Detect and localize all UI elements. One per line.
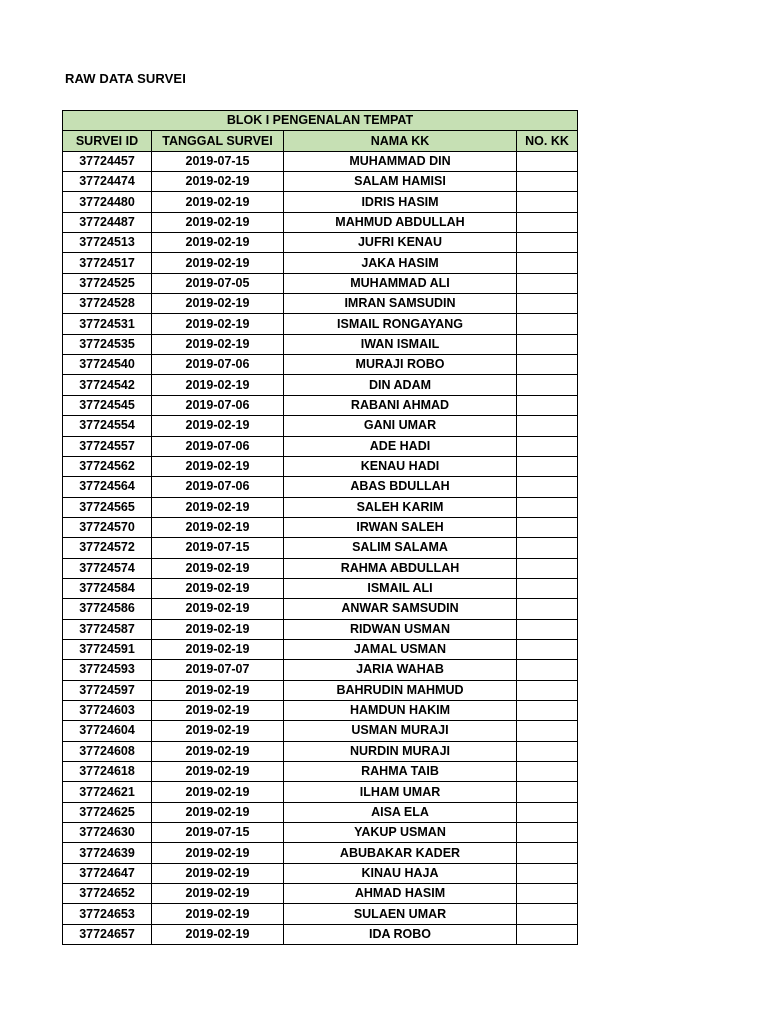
table-row [63, 660, 578, 680]
cell-no-kk [517, 497, 578, 517]
cell-nama-kk: ISMAIL ALI [284, 578, 517, 598]
cell-tanggal-survei: 2019-07-15 [152, 538, 284, 558]
cell-nama-kk: IDA ROBO [284, 924, 517, 944]
cell-no-kk [517, 294, 578, 314]
cell-nama-kk: JUFRI KENAU [284, 233, 517, 253]
document-title: RAW DATA SURVEI [65, 71, 186, 86]
cell-tanggal-survei: 2019-07-15 [152, 823, 284, 843]
cell-nama-kk: USMAN MURAJI [284, 721, 517, 741]
cell-nama-kk: KENAU HADI [284, 456, 517, 476]
cell-nama-kk: ISMAIL RONGAYANG [284, 314, 517, 334]
cell-tanggal-survei: 2019-02-19 [152, 416, 284, 436]
cell-no-kk [517, 660, 578, 680]
cell-survei-id: 37724652 [63, 884, 152, 904]
table-row [63, 924, 578, 944]
cell-survei-id: 37724480 [63, 192, 152, 212]
cell-survei-id: 37724570 [63, 517, 152, 537]
cell-nama-kk: KINAU HAJA [284, 863, 517, 883]
column-header-survei-id: SURVEI ID [63, 131, 152, 151]
cell-survei-id: 37724574 [63, 558, 152, 578]
cell-nama-kk: SULAEN UMAR [284, 904, 517, 924]
cell-no-kk [517, 639, 578, 659]
cell-survei-id: 37724653 [63, 904, 152, 924]
table-row [63, 843, 578, 863]
table-row [63, 375, 578, 395]
table-row [63, 477, 578, 497]
block-title: BLOK I PENGENALAN TEMPAT [63, 111, 578, 131]
cell-tanggal-survei: 2019-02-19 [152, 558, 284, 578]
cell-nama-kk: DIN ADAM [284, 375, 517, 395]
cell-no-kk [517, 863, 578, 883]
cell-no-kk [517, 273, 578, 293]
cell-nama-kk: SALEH KARIM [284, 497, 517, 517]
table-row [63, 456, 578, 476]
cell-no-kk [517, 924, 578, 944]
cell-tanggal-survei: 2019-02-19 [152, 233, 284, 253]
cell-no-kk [517, 904, 578, 924]
cell-no-kk [517, 884, 578, 904]
table-row [63, 253, 578, 273]
cell-survei-id: 37724593 [63, 660, 152, 680]
cell-nama-kk: RAHMA ABDULLAH [284, 558, 517, 578]
cell-no-kk [517, 314, 578, 334]
cell-nama-kk: JARIA WAHAB [284, 660, 517, 680]
cell-tanggal-survei: 2019-02-19 [152, 578, 284, 598]
cell-no-kk [517, 253, 578, 273]
cell-nama-kk: RAHMA TAIB [284, 762, 517, 782]
table-row [63, 192, 578, 212]
cell-nama-kk: HAMDUN HAKIM [284, 700, 517, 720]
cell-nama-kk: MUHAMMAD ALI [284, 273, 517, 293]
table-row [63, 619, 578, 639]
cell-no-kk [517, 375, 578, 395]
cell-tanggal-survei: 2019-02-19 [152, 294, 284, 314]
cell-tanggal-survei: 2019-02-19 [152, 456, 284, 476]
cell-no-kk [517, 782, 578, 802]
cell-survei-id: 37724540 [63, 355, 152, 375]
cell-no-kk [517, 843, 578, 863]
cell-tanggal-survei: 2019-02-19 [152, 172, 284, 192]
cell-tanggal-survei: 2019-02-19 [152, 863, 284, 883]
cell-no-kk [517, 395, 578, 415]
column-header-tanggal-survei: TANGGAL SURVEI [152, 131, 284, 151]
table-row [63, 802, 578, 822]
cell-survei-id: 37724474 [63, 172, 152, 192]
table-row [63, 762, 578, 782]
cell-tanggal-survei: 2019-02-19 [152, 782, 284, 802]
cell-tanggal-survei: 2019-07-06 [152, 477, 284, 497]
cell-nama-kk: BAHRUDIN MAHMUD [284, 680, 517, 700]
cell-survei-id: 37724564 [63, 477, 152, 497]
cell-survei-id: 37724457 [63, 151, 152, 171]
cell-no-kk [517, 802, 578, 822]
cell-survei-id: 37724513 [63, 233, 152, 253]
table-row [63, 599, 578, 619]
cell-tanggal-survei: 2019-02-19 [152, 619, 284, 639]
cell-survei-id: 37724542 [63, 375, 152, 395]
cell-nama-kk: MURAJI ROBO [284, 355, 517, 375]
cell-tanggal-survei: 2019-02-19 [152, 924, 284, 944]
cell-no-kk [517, 741, 578, 761]
table-row [63, 273, 578, 293]
cell-survei-id: 37724647 [63, 863, 152, 883]
table-row [63, 741, 578, 761]
table-row [63, 436, 578, 456]
cell-survei-id: 37724528 [63, 294, 152, 314]
cell-tanggal-survei: 2019-07-15 [152, 151, 284, 171]
cell-nama-kk: GANI UMAR [284, 416, 517, 436]
cell-nama-kk: ANWAR SAMSUDIN [284, 599, 517, 619]
block-title-row [63, 111, 578, 131]
table-row [63, 517, 578, 537]
cell-no-kk [517, 355, 578, 375]
table-row [63, 823, 578, 843]
table-body [63, 151, 578, 944]
cell-survei-id: 37724572 [63, 538, 152, 558]
table-row [63, 212, 578, 232]
cell-nama-kk: SALIM SALAMA [284, 538, 517, 558]
cell-survei-id: 37724562 [63, 456, 152, 476]
cell-tanggal-survei: 2019-07-07 [152, 660, 284, 680]
cell-no-kk [517, 456, 578, 476]
cell-survei-id: 37724625 [63, 802, 152, 822]
table-row [63, 639, 578, 659]
cell-nama-kk: JAMAL USMAN [284, 639, 517, 659]
cell-survei-id: 37724517 [63, 253, 152, 273]
table-row [63, 904, 578, 924]
table-row [63, 578, 578, 598]
cell-nama-kk: RIDWAN USMAN [284, 619, 517, 639]
table-row [63, 680, 578, 700]
table-row [63, 497, 578, 517]
cell-nama-kk: IMRAN SAMSUDIN [284, 294, 517, 314]
cell-nama-kk: ABUBAKAR KADER [284, 843, 517, 863]
cell-survei-id: 37724587 [63, 619, 152, 639]
cell-no-kk [517, 334, 578, 354]
cell-survei-id: 37724603 [63, 700, 152, 720]
table-row [63, 172, 578, 192]
cell-no-kk [517, 192, 578, 212]
cell-no-kk [517, 762, 578, 782]
cell-tanggal-survei: 2019-07-06 [152, 436, 284, 456]
cell-tanggal-survei: 2019-02-19 [152, 599, 284, 619]
cell-tanggal-survei: 2019-02-19 [152, 314, 284, 334]
table-row [63, 884, 578, 904]
table-row [63, 782, 578, 802]
cell-no-kk [517, 680, 578, 700]
table-row [63, 416, 578, 436]
cell-nama-kk: ADE HADI [284, 436, 517, 456]
cell-no-kk [517, 558, 578, 578]
cell-tanggal-survei: 2019-02-19 [152, 741, 284, 761]
cell-nama-kk: AISA ELA [284, 802, 517, 822]
table-row [63, 294, 578, 314]
cell-no-kk [517, 823, 578, 843]
cell-survei-id: 37724657 [63, 924, 152, 944]
cell-nama-kk: SALAM HAMISI [284, 172, 517, 192]
cell-no-kk [517, 619, 578, 639]
cell-tanggal-survei: 2019-02-19 [152, 517, 284, 537]
cell-survei-id: 37724639 [63, 843, 152, 863]
cell-survei-id: 37724535 [63, 334, 152, 354]
cell-survei-id: 37724584 [63, 578, 152, 598]
cell-tanggal-survei: 2019-02-19 [152, 843, 284, 863]
column-header-row [63, 131, 578, 151]
cell-tanggal-survei: 2019-02-19 [152, 721, 284, 741]
cell-no-kk [517, 721, 578, 741]
cell-tanggal-survei: 2019-02-19 [152, 212, 284, 232]
cell-nama-kk: ABAS BDULLAH [284, 477, 517, 497]
cell-nama-kk: YAKUP USMAN [284, 823, 517, 843]
cell-no-kk [517, 578, 578, 598]
cell-tanggal-survei: 2019-02-19 [152, 700, 284, 720]
cell-survei-id: 37724586 [63, 599, 152, 619]
cell-survei-id: 37724557 [63, 436, 152, 456]
cell-nama-kk: ILHAM UMAR [284, 782, 517, 802]
cell-tanggal-survei: 2019-02-19 [152, 192, 284, 212]
survey-table [62, 110, 578, 945]
cell-nama-kk: NURDIN MURAJI [284, 741, 517, 761]
cell-survei-id: 37724618 [63, 762, 152, 782]
cell-tanggal-survei: 2019-07-06 [152, 395, 284, 415]
table-row [63, 334, 578, 354]
cell-no-kk [517, 172, 578, 192]
cell-nama-kk: IWAN ISMAIL [284, 334, 517, 354]
cell-survei-id: 37724554 [63, 416, 152, 436]
cell-no-kk [517, 599, 578, 619]
table-row [63, 538, 578, 558]
table-row [63, 314, 578, 334]
cell-no-kk [517, 233, 578, 253]
table-row [63, 395, 578, 415]
cell-nama-kk: MUHAMMAD DIN [284, 151, 517, 171]
table-row [63, 151, 578, 171]
cell-survei-id: 37724525 [63, 273, 152, 293]
cell-nama-kk: JAKA HASIM [284, 253, 517, 273]
cell-tanggal-survei: 2019-02-19 [152, 253, 284, 273]
cell-tanggal-survei: 2019-07-06 [152, 355, 284, 375]
cell-nama-kk: AHMAD HASIM [284, 884, 517, 904]
cell-tanggal-survei: 2019-02-19 [152, 639, 284, 659]
cell-no-kk [517, 477, 578, 497]
cell-tanggal-survei: 2019-02-19 [152, 762, 284, 782]
cell-tanggal-survei: 2019-02-19 [152, 334, 284, 354]
cell-tanggal-survei: 2019-02-19 [152, 802, 284, 822]
cell-survei-id: 37724604 [63, 721, 152, 741]
cell-tanggal-survei: 2019-02-19 [152, 680, 284, 700]
cell-no-kk [517, 436, 578, 456]
cell-survei-id: 37724545 [63, 395, 152, 415]
cell-survei-id: 37724531 [63, 314, 152, 334]
cell-no-kk [517, 538, 578, 558]
table-row [63, 355, 578, 375]
table-row [63, 558, 578, 578]
cell-survei-id: 37724597 [63, 680, 152, 700]
cell-no-kk [517, 212, 578, 232]
table-row [63, 700, 578, 720]
cell-no-kk [517, 151, 578, 171]
cell-survei-id: 37724608 [63, 741, 152, 761]
table-row [63, 721, 578, 741]
cell-nama-kk: IRWAN SALEH [284, 517, 517, 537]
column-header-nama-kk: NAMA KK [284, 131, 517, 151]
cell-tanggal-survei: 2019-02-19 [152, 497, 284, 517]
column-header-no-kk: NO. KK [517, 131, 578, 151]
cell-tanggal-survei: 2019-02-19 [152, 375, 284, 395]
cell-tanggal-survei: 2019-07-05 [152, 273, 284, 293]
cell-no-kk [517, 700, 578, 720]
table-row [63, 233, 578, 253]
cell-tanggal-survei: 2019-02-19 [152, 884, 284, 904]
cell-tanggal-survei: 2019-02-19 [152, 904, 284, 924]
cell-no-kk [517, 416, 578, 436]
cell-survei-id: 37724591 [63, 639, 152, 659]
cell-survei-id: 37724621 [63, 782, 152, 802]
cell-survei-id: 37724565 [63, 497, 152, 517]
cell-survei-id: 37724487 [63, 212, 152, 232]
cell-nama-kk: IDRIS HASIM [284, 192, 517, 212]
cell-nama-kk: MAHMUD ABDULLAH [284, 212, 517, 232]
cell-survei-id: 37724630 [63, 823, 152, 843]
table-row [63, 863, 578, 883]
cell-nama-kk: RABANI AHMAD [284, 395, 517, 415]
cell-no-kk [517, 517, 578, 537]
